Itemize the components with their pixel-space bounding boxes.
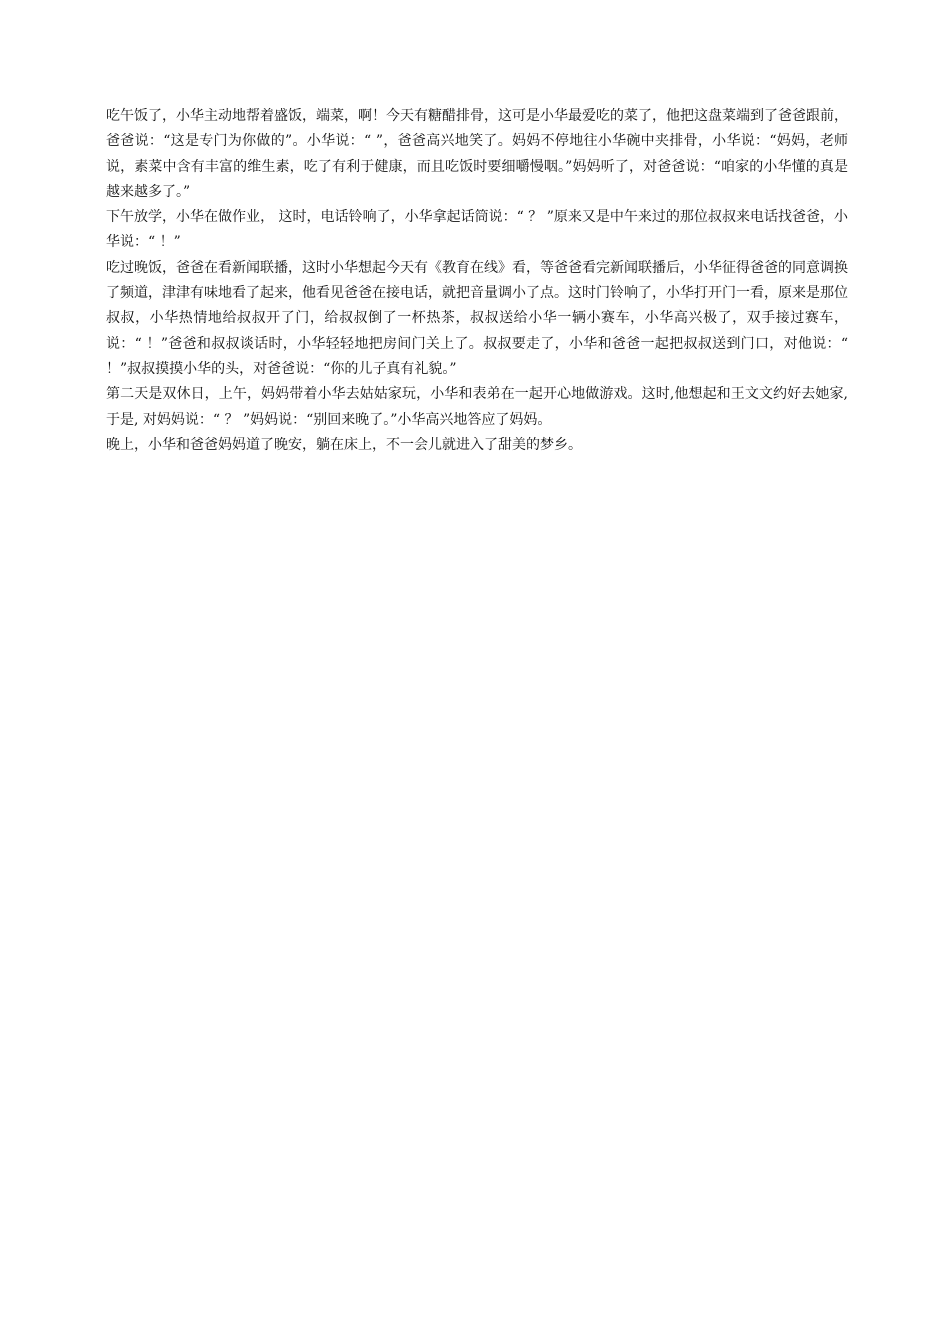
paragraph-afternoon-phone: 下午放学，小华在做作业， 这时，电话铃响了，小华拿起话筒说：“ ？ ”原来又是中午来过的那位叔叔来电话找爸爸，小华说：“ ！” — [106, 209, 848, 251]
document-body — [106, 104, 848, 458]
paragraph-lunch: 吃午饭了，小华主动地帮着盛饭，端菜，啊！今天有糖醋排骨，这可是小华最爱吃的菜了，他把这盘菜端到了爸爸跟前，爸爸说：“这是专门为你做的”。小华说：“ ”，爸爸高兴地笑了。妈妈不停地往小华碗中夹排骨，小华说：“妈妈，老师说，素菜中含有丰富的维生素，吃了有利于健康，而且吃饭时要细嚼慢咽。”妈妈听了，对爸爸说：“咱家的小华懂的真是越来越多了。” — [106, 108, 848, 200]
paragraph-evening-visitor: 吃过晚饭，爸爸在看新闻联播，这时小华想起今天有《教育在线》看，等爸爸看完新闻联播后，小华征得爸爸的同意调换了频道，津津有味地看了起来，他看见爸爸在接电话，就把音量调小了点。这时门铃响了，小华打开门一看，原来是那位叔叔，小华热情地给叔叔开了门，给叔叔倒了一杯热茶，叔叔送给小华一辆小赛车，小华高兴极了，双手接过赛车，说：“ ！”爸爸和叔叔谈话时，小华轻轻地把房间门关上了。叔叔要走了，小华和爸爸一起把叔叔送到门口，对他说：“ ！”叔叔摸摸小华的头，对爸爸说：“你的儿子真有礼貌。” — [106, 259, 848, 377]
paragraph-weekend: 第二天是双休日，上午，妈妈带着小华去姑姑家玩，小华和表弟在一起开心地做游戏。这时,他想起和王文文约好去她家,于是, 对妈妈说：“ ？ ”妈妈说：“别回来晚了。”小华高兴地答应了妈妈。 — [106, 386, 848, 428]
paragraph-night: 晚上，小华和爸爸妈妈道了晚安，躺在床上，不一会儿就进入了甜美的梦乡。 — [106, 436, 582, 453]
